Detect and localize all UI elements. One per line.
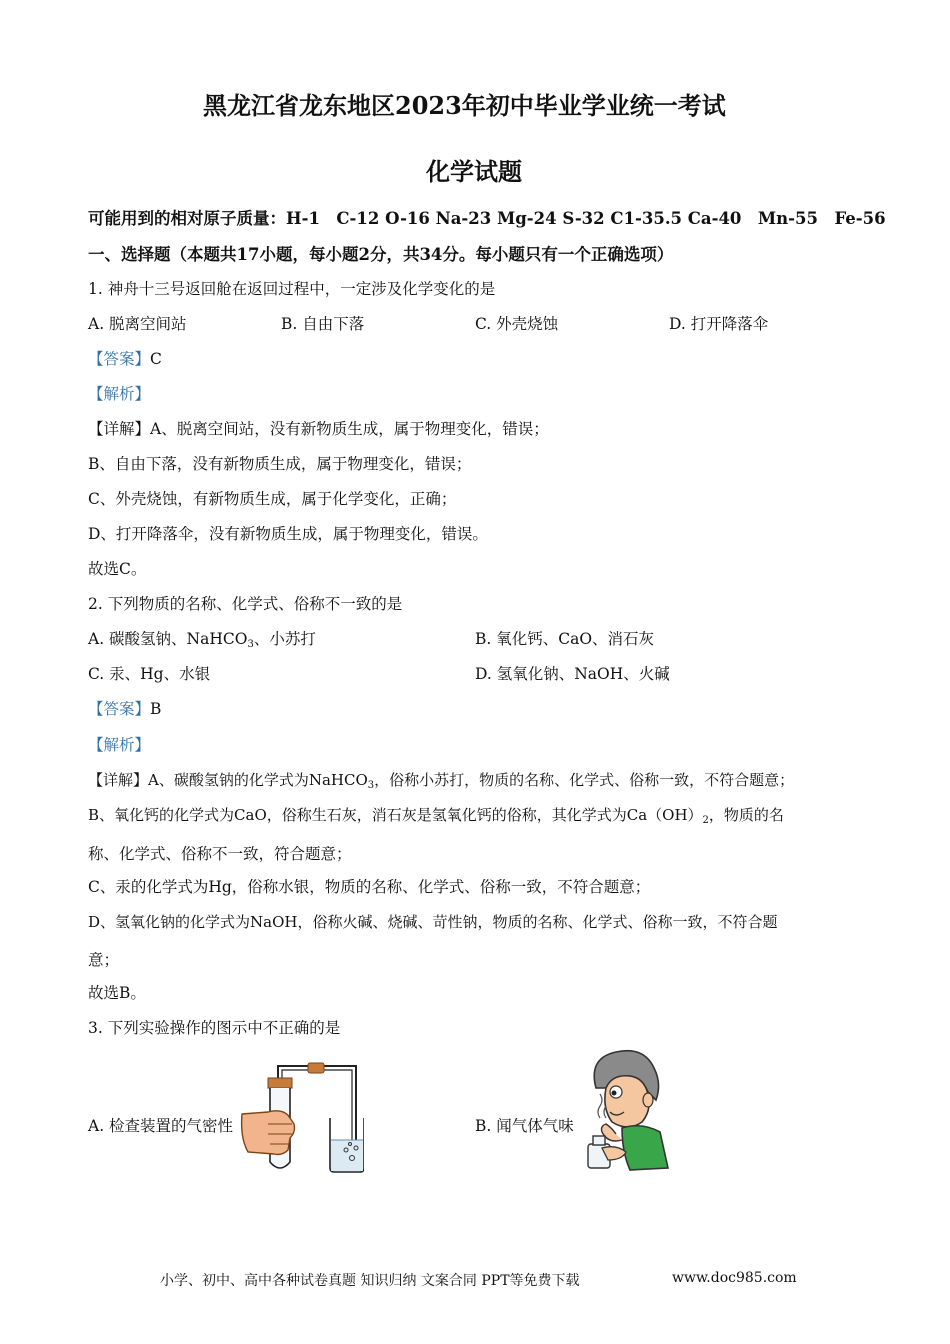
smelling-gas-figure (582, 1048, 674, 1172)
page-title: 黑龙江省龙东地区2023年初中毕业学业统一考试 (203, 91, 726, 120)
detail-text: A、脱离空间站，没有新物质生成，属于物理变化，错误； (150, 420, 549, 438)
subscript: 3 (367, 780, 375, 791)
q2-detail-3: C、汞的化学式为Hg，俗称水银，物质的名称、化学式、俗称一致，不符合题意； (88, 878, 651, 896)
q1-detail-2: B、自由下落，没有新物质生成，属于物理变化，错误； (88, 455, 472, 473)
text: ，俗称小苏打，物质的名称、化学式、俗称一致，不符合题意； (374, 771, 795, 789)
text: A. 碳酸氢钠、NaHCO (88, 630, 248, 648)
q3-option-b: B. 闻气体气味 (475, 1117, 574, 1135)
q2-stem: 2. 下列物质的名称、化学式、俗称不一致的是 (88, 595, 403, 613)
q3-option-a: A. 检查装置的气密性 (88, 1117, 234, 1135)
atomic-masses: 可能用到的相对原子质量：H-1 C-12 O-16 Na-23 Mg-24 S-32 C1-35.5 Ca-40 Mn-55 Fe-56 (88, 209, 886, 228)
q2-detail-2-cont: 称、化学式、俗称不一致，符合题意； (88, 845, 352, 863)
answer-value: C (150, 350, 162, 368)
text: 、小苏打 (253, 630, 316, 648)
q2-detail-2 (88, 805, 784, 831)
q1-detail-1 (88, 419, 549, 439)
footer-text: 小学、初中、高中各种试卷真题 知识归纳 文案合同 PPT等免费下载 (160, 1273, 580, 1289)
q2-conclusion: 故选B。 (88, 984, 146, 1002)
q2-answer (88, 699, 161, 719)
q1-detail-3: C、外壳烧蚀，有新物质生成，属于化学变化，正确； (88, 490, 457, 508)
subscript: 2 (702, 815, 709, 826)
q1-stem: 1. 神舟十三号返回舱在返回过程中，一定涉及化学变化的是 (88, 280, 496, 298)
q2-analysis-tag: 【解析】 (88, 736, 151, 754)
footer-site-link[interactable]: www.doc985.com (672, 1270, 797, 1286)
q2-option-a (88, 629, 316, 655)
page-subtitle: 化学试题 (426, 157, 522, 186)
detail-tag: 【详解】 (88, 771, 149, 789)
q1-option-a: A. 脱离空间站 (88, 315, 187, 333)
answer-value: B (150, 700, 162, 718)
airtightness-check-figure (238, 1058, 364, 1176)
text: B、氧化钙的化学式为CaO，俗称生石灰，消石灰是氢氧化钙的俗称，其化学式为Ca（OH） (88, 806, 703, 824)
text: ，物质的名 (708, 806, 784, 824)
q2-detail-4-cont: 意； (88, 951, 120, 969)
detail-tag: 【详解】 (88, 420, 151, 438)
q1-option-d: D. 打开降落伞 (669, 315, 769, 333)
q1-answer (88, 349, 162, 369)
q2-option-d: D. 氢氧化钠、NaOH、火碱 (475, 665, 670, 683)
q1-option-b: B. 自由下落 (281, 315, 365, 333)
answer-tag: 【答案】 (88, 350, 151, 368)
q2-detail-4: D、氢氧化钠的化学式为NaOH，俗称火碱、烧碱、苛性钠，物质的名称、化学式、俗称一致，不符合题 (88, 913, 778, 931)
subscript: 3 (247, 639, 254, 650)
q3-stem: 3. 下列实验操作的图示中不正确的是 (88, 1019, 341, 1037)
section-heading: 一、选择题（本题共17小题，每小题2分，共34分。每小题只有一个正确选项） (88, 245, 674, 264)
q1-detail-4: D、打开降落伞，没有新物质生成，属于物理变化，错误。 (88, 525, 488, 543)
q2-option-c: C. 汞、Hg、水银 (88, 665, 211, 683)
q1-conclusion: 故选C。 (88, 560, 147, 578)
q2-detail-1 (88, 770, 794, 796)
answer-tag: 【答案】 (88, 700, 151, 718)
text: A、碳酸氢钠的化学式为NaHCO (148, 771, 368, 789)
q2-option-b: B. 氧化钙、CaO、消石灰 (475, 630, 655, 648)
q1-analysis-tag: 【解析】 (88, 385, 151, 403)
q1-option-c: C. 外壳烧蚀 (475, 315, 559, 333)
